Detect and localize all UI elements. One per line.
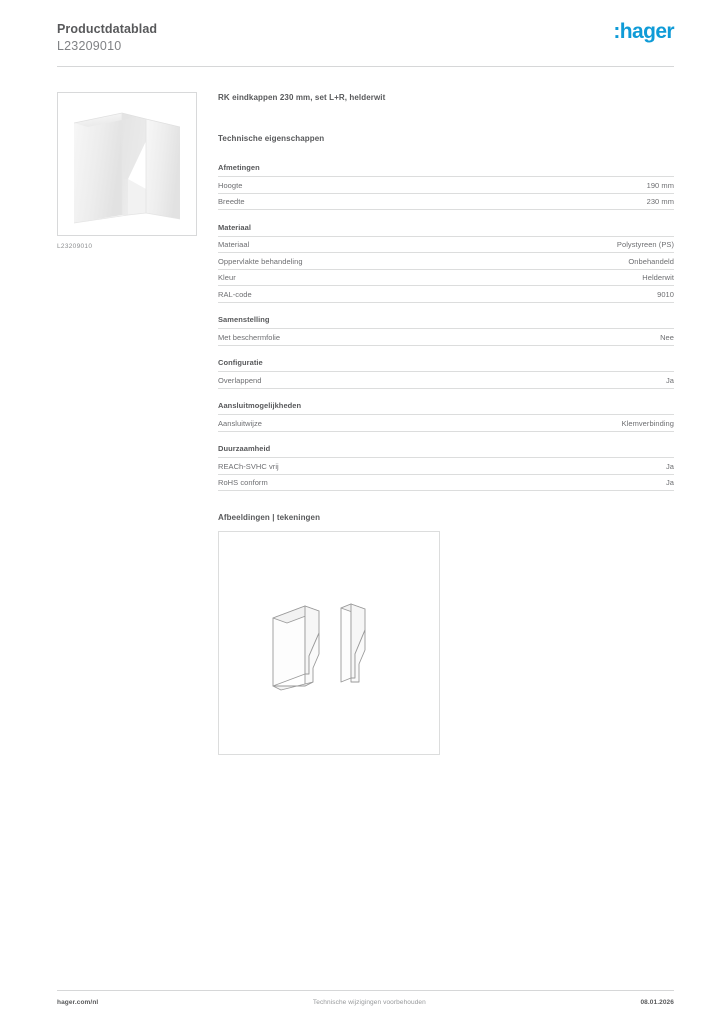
spec-group xyxy=(218,223,674,303)
spec-value: 9010 xyxy=(657,289,674,299)
spec-group xyxy=(218,315,674,346)
spec-group xyxy=(218,163,674,210)
header-titles xyxy=(57,22,157,54)
technical-drawing-image xyxy=(259,578,399,708)
spec-value: Helderwit xyxy=(642,273,674,282)
technical-properties-heading: Technische eigenschappen xyxy=(218,134,325,143)
main-content xyxy=(218,92,674,755)
spec-label: Hoogte xyxy=(218,180,243,190)
spec-label: RoHS conform xyxy=(218,478,268,487)
footer-divider xyxy=(57,990,674,991)
spec-value: 190 mm xyxy=(646,180,674,190)
product-reference: L23209010 xyxy=(57,39,122,53)
spec-value: Ja xyxy=(665,375,674,385)
page-footer xyxy=(57,999,674,1006)
spec-label: Aansluitwijze xyxy=(218,418,263,428)
drawings-heading: Afbeeldingen | tekeningen xyxy=(218,513,321,522)
spec-group-title: Duurzaamheid xyxy=(218,444,674,458)
spec-label: Overlappend xyxy=(218,375,262,385)
spec-label: Breedte xyxy=(218,197,245,206)
spec-row xyxy=(218,177,674,194)
hager-logo: :hager xyxy=(613,20,674,43)
spec-label: Oppervlakte behandeling xyxy=(218,256,303,266)
page-header xyxy=(57,22,674,68)
product-name: RK eindkappen 230 mm, set L+R, helderwit xyxy=(218,93,386,102)
footer-disclaimer: Technische wijzigingen voorbehouden xyxy=(312,999,426,1006)
spec-row xyxy=(218,237,674,254)
spec-label: RAL-code xyxy=(218,289,252,299)
spec-group xyxy=(218,444,674,491)
spec-group-title: Samenstelling xyxy=(218,315,674,329)
spec-group-title: Materiaal xyxy=(218,223,674,237)
spec-row xyxy=(218,253,674,270)
specifications-table xyxy=(218,163,674,491)
spec-label: Materiaal xyxy=(218,240,250,249)
spec-label: Met beschermfolie xyxy=(218,332,281,342)
product-photo-image xyxy=(58,93,196,235)
spec-group xyxy=(218,401,674,432)
spec-value: Ja xyxy=(665,461,674,471)
spec-label: Kleur xyxy=(218,273,236,282)
spec-value: Nee xyxy=(660,332,674,342)
product-photo-caption: L23209010 xyxy=(57,243,93,250)
spec-row xyxy=(218,415,674,432)
page-title: Productdatablad xyxy=(57,22,158,36)
spec-row xyxy=(218,475,674,492)
spec-value: Polystyreen (PS) xyxy=(616,240,674,249)
spec-group xyxy=(218,358,674,389)
header-divider xyxy=(57,66,674,67)
spec-row xyxy=(218,458,674,475)
spec-row xyxy=(218,372,674,389)
spec-value: Klemverbinding xyxy=(621,418,674,428)
spec-row xyxy=(218,329,674,346)
spec-row xyxy=(218,286,674,303)
spec-group-title: Aansluitmogelijkheden xyxy=(218,401,674,415)
spec-value: Onbehandeld xyxy=(628,256,674,266)
footer-website[interactable]: hager.com/nl xyxy=(57,999,99,1006)
product-photo xyxy=(57,92,197,236)
spec-label: REACh-SVHC vrij xyxy=(218,461,279,471)
spec-group-title: Configuratie xyxy=(218,358,674,372)
spec-value: Ja xyxy=(665,478,674,487)
spec-group-title: Afmetingen xyxy=(218,163,674,177)
spec-row xyxy=(218,194,674,211)
technical-drawing xyxy=(218,531,440,755)
spec-row xyxy=(218,270,674,287)
spec-value: 230 mm xyxy=(646,197,674,206)
footer-date: 08.01.2026 xyxy=(640,999,674,1006)
